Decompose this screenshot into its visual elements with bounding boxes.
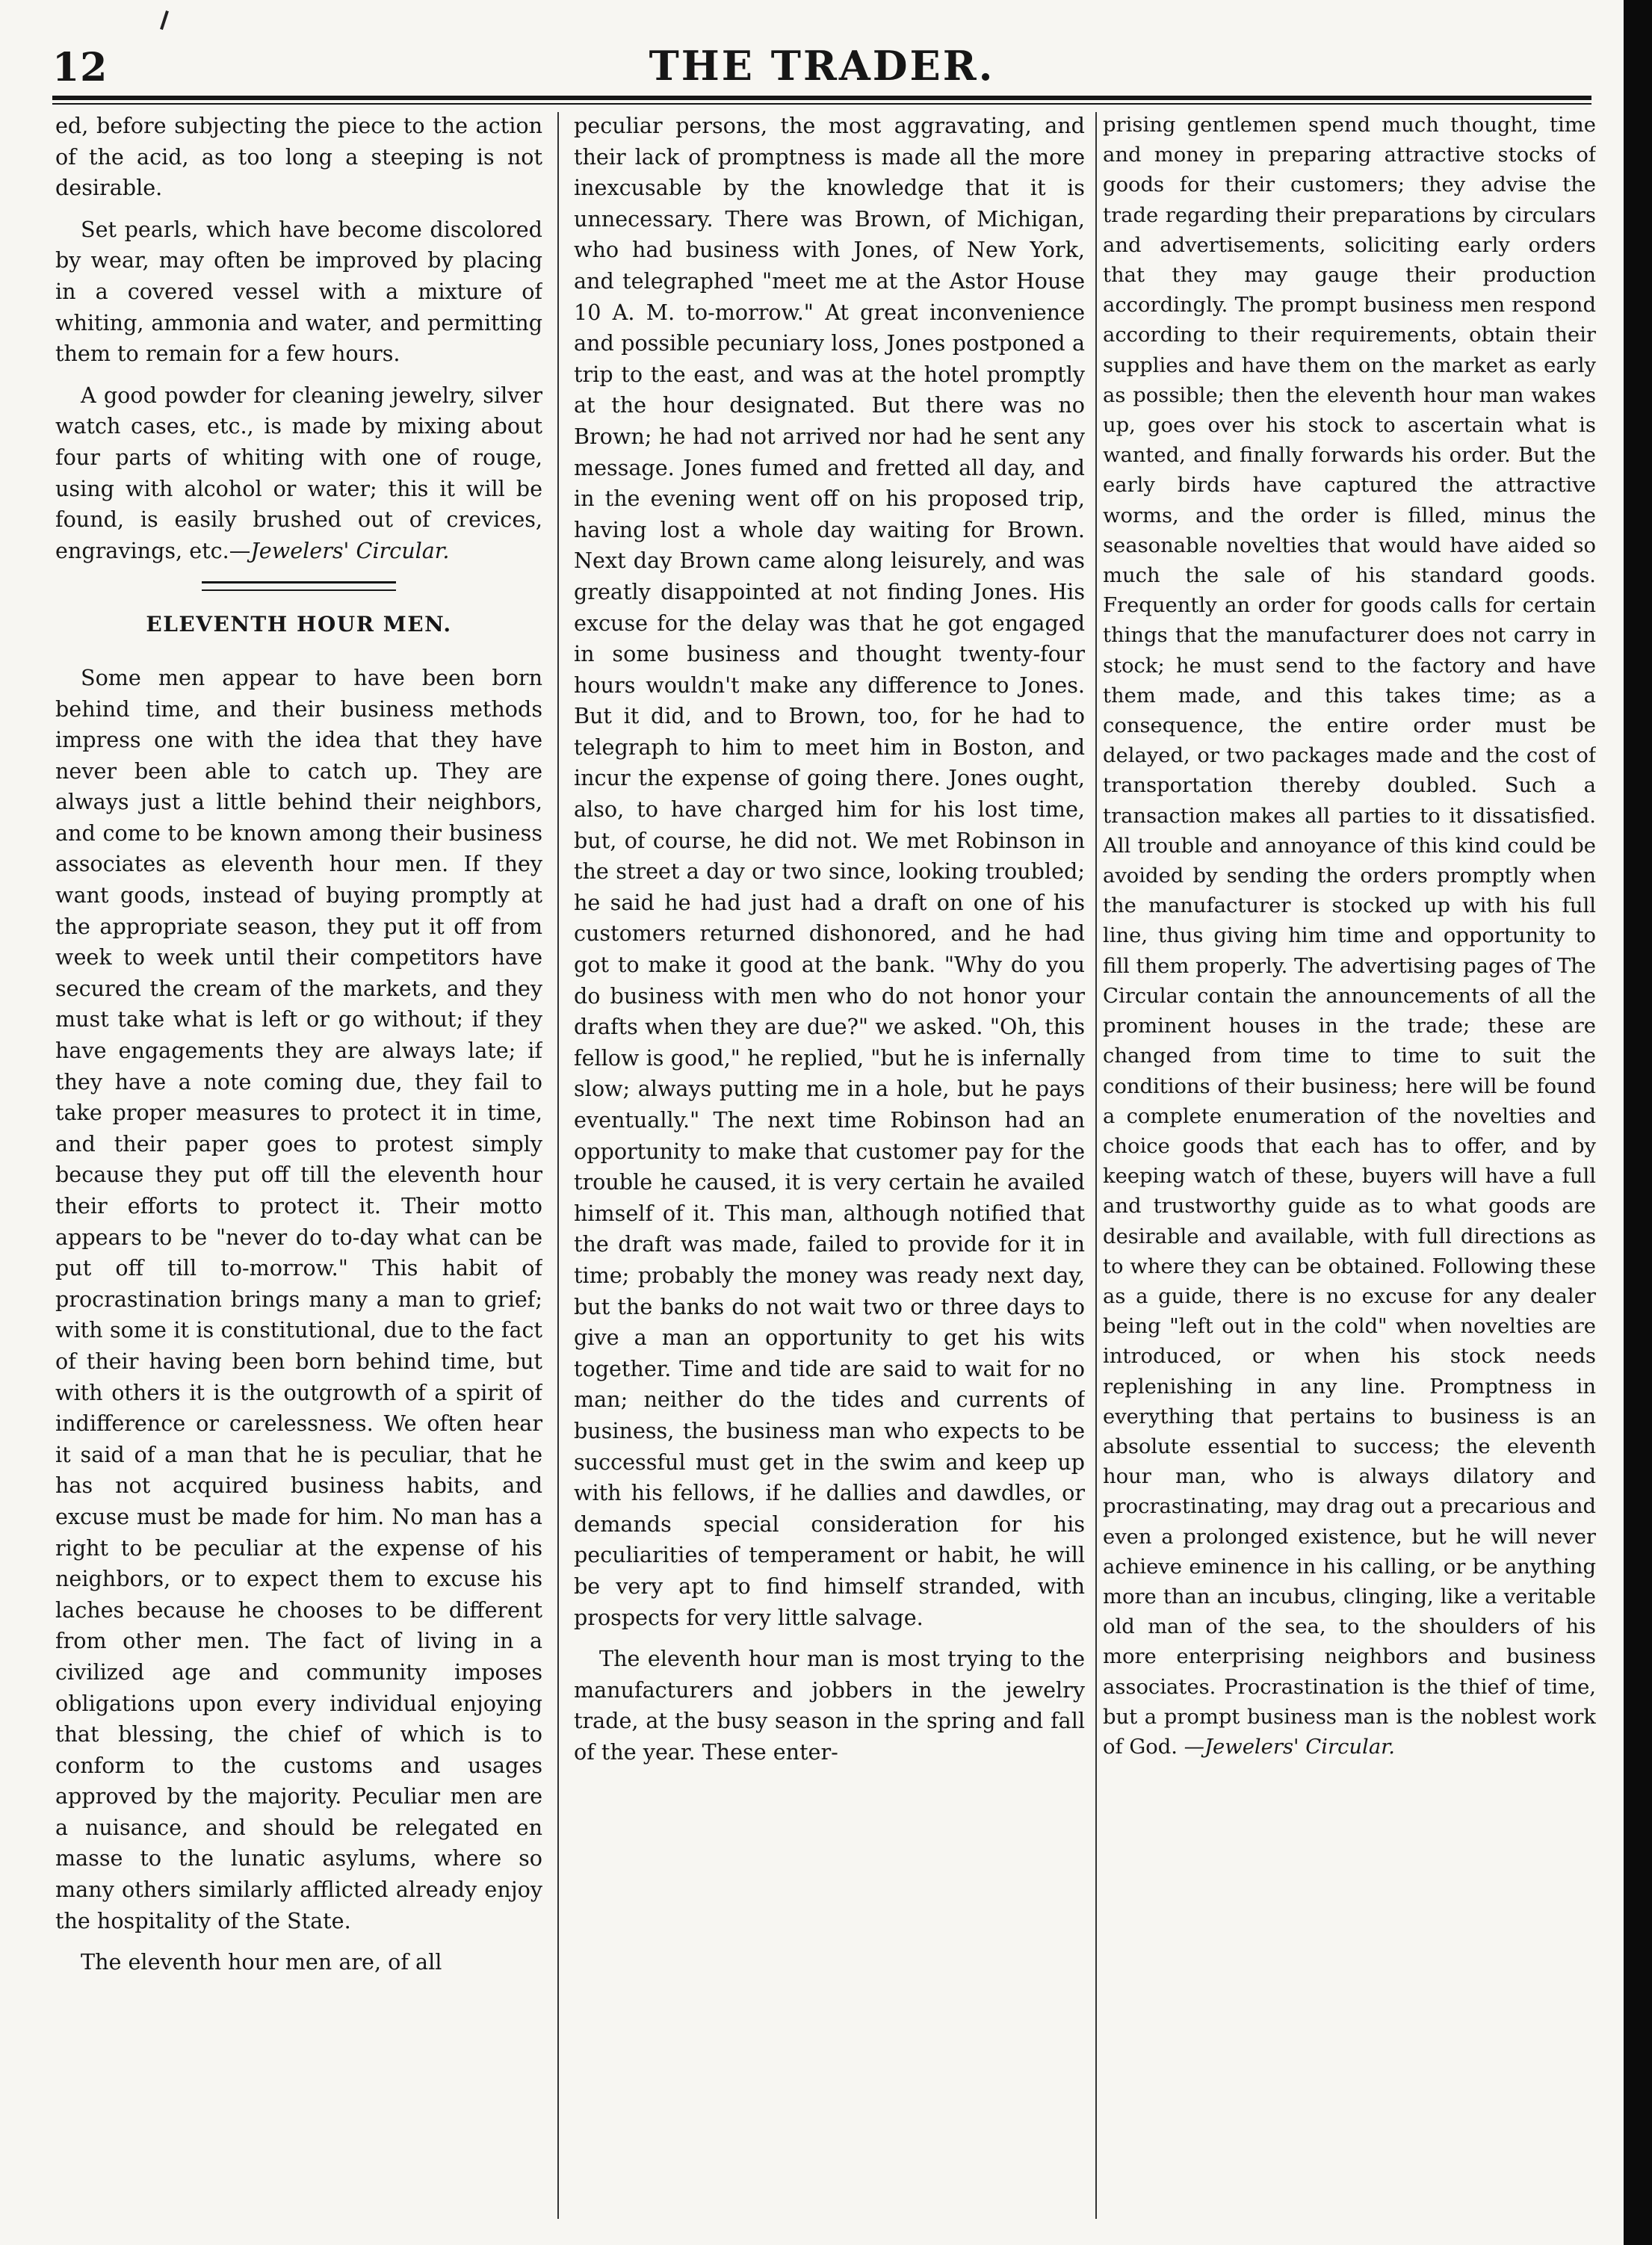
page-edge-shadow: [1624, 0, 1652, 2245]
header-rule-thin: [52, 103, 1591, 105]
paragraph-text: A good powder for cleaning jewelry, silver watch cases, etc., is made by mixing about four parts of whiting with one of rouge, using with alcohol or water; this it will be found, is easily brushed out of crevices, engravings, etc.—: [55, 382, 542, 563]
column-3: [1103, 111, 1596, 2217]
masthead-title: THE TRADER.: [649, 42, 995, 90]
article-title: ELEVENTH HOUR MEN.: [146, 612, 452, 637]
section-divider-thin: [202, 589, 396, 591]
column-1: [55, 111, 542, 2217]
header-rule: [52, 96, 1591, 100]
column-separator: [1095, 112, 1097, 2219]
page-header: [52, 42, 1591, 94]
section-divider: [202, 581, 396, 583]
column-2: [574, 111, 1085, 2217]
paragraph: [1103, 111, 1596, 1762]
paragraph: The eleventh hour man is most trying to the manufacturers and jobbers in the jewelry trade, at the busy season in the spring and fall of the year. These enter-: [574, 1646, 1085, 1765]
paragraph-text: prising gentlemen spend much thought, time and money in preparing attractive stocks of goods for their customers; they advise the trade regarding their preparations by circulars and advertisements, soliciting early orders that they may gauge their production accordingly. The prompt business men respond according to their requirements, obtain their supplies and have them on the market as early as possible; then the eleventh hour man wakes up, goes over his stock to ascertain what is wanted, and finally forwards his order. But the early birds have captured the attractive worms, and the order is filled, minus the seasonable novelties that would have aided so much the sale of his standard goods. Frequently an order for goods calls for certain things that the manufacturer does not carry in stock; he must send to the factory and have them made, and this takes time; as a consequence, the entire order must be delayed, or two packages made and the cost of transportation thereby doubled. Such a transaction makes all parties to it dissatisfied. All trouble and annoyance of this kind could be avoided by sending the orders promptly when the manufacturer is stocked up with his full line, thus giving him time and opportunity to fill them properly. The advertising pages of The Circular contain the announcements of all the prominent houses in the trade; these are changed from time to time to suit the conditions of their business; here will be found a complete enumeration of the novelties and choice goods that each has to offer, and by keeping watch of these, buyers will have a full and trustworthy guide as to what goods are desirable and available, with full directions as to where they can be obtained. Following these as a guide, there is no excuse for any dealer being "left out in the cold" when novelties are introduced, or when his stock needs replenishing in any line. Promptness in everything that pertains to business is an absolute essential to success; the eleventh hour man, who is always dilatory and procrastinating, may drag out a precarious and even a prolonged existence, but he will never achieve eminence in his calling, or be anything more than an incubus, clinging, like a veritable old man of the sea, to the shoulders of his more enterprising neighbors and business associates. Procrastination is the thief of time, but a prompt business man is the noblest work of God.: [1103, 114, 1596, 1759]
ink-mark: [160, 10, 169, 30]
paragraph: [55, 380, 542, 567]
column-separator: [557, 112, 559, 2219]
source-credit: —Jewelers' Circular.: [1184, 1735, 1395, 1759]
paragraph: The eleventh hour men are, of all: [81, 1949, 442, 1975]
paragraph: Some men appear to have been born behind time, and their business methods impress one with the idea that they have never been able to catch up. They are always just a little behind their neighbors, and come to be known among their business associates as eleventh hour men. If they want goods, instead of buying promptly at the appropriate season, they put it off from week to week until their competitors have secured the cream of the markets, and they must take what is left or go without; if they have engagements they are always late; if they have a note coming due, they fail to take proper measures to protect it in time, and their paper goes to protest simply because they put off till the eleventh hour their efforts to protect it. Their motto appears to be "never do to-day what can be put off till to-morrow." This habit of procrastination brings many a man to grief; with some it is constitutional, due to the fact of their having been born behind time, but with others it is the outgrowth of a spirit of indifference or carelessness. We often hear it said of a man that he is peculiar, that he has not acquired business habits, and excuse must be made for him. No man has a right to be peculiar at the expense of his neighbors, or to expect them to excuse his laches because he chooses to be different from other men. The fact of living in a civilized age and community imposes obligations upon every individual enjoying that blessing, the chief of which is to conform to the customs and usages approved by the majority. Peculiar men are a nuisance, and should be relegated en masse to the lunatic asylums, where so many others similarly afflicted already enjoy the hospitality of the State.: [55, 664, 542, 1933]
source-credit: Jewelers' Circular.: [250, 537, 450, 563]
paragraph: Set pearls, which have become discolored by wear, may often be improved by placing in a covered vessel with a mixture of whiting, ammonia and water, and permitting them to remain for a few hours.: [55, 216, 542, 367]
page-number: 12: [52, 45, 108, 90]
paragraph: peculiar persons, the most aggravating, and their lack of promptness is made all the more inexcusable by the knowledge that it is unnecessary. There was Brown, of Michigan, who had business with Jones, of New York, and telegraphed "meet me at the Astor House 10 A. M. to-morrow." At great inconvenience and possible pecuniary loss, Jones postponed a trip to the east, and was at the hotel promptly at the hour designated. But there was no Brown; he had not arrived nor had he sent any message. Jones fumed and fretted all day, and in the evening went off on his proposed trip, having lost a whole day waiting for Brown. Next day Brown came along leisurely, and was greatly disappointed at not finding Jones. His excuse for the delay was that he got engaged in some business and thought twenty-four hours wouldn't make any difference to Jones. But it did, and to Brown, too, for he had to telegraph to him to meet him in Boston, and incur the expense of going there. Jones ought, also, to have charged him for his lost time, but, of course, he did not. We met Robinson in the street a day or two since, looking troubled; he said he had just had a draft on one of his customers returned dishonored, and he had got to make it good at the bank. "Why do you do business with men who do not honor your drafts when they are due?" we asked. "Oh, this fellow is good," he replied, "but he is infernally slow; always putting me in a hole, but he pays eventually." The next time Robinson had an opportunity to make that customer pay for the trouble he caused, it is very certain he availed himself of it. This man, although notified that the draft was made, failed to provide for it in time; probably the money was ready next day, but the banks do not wait two or three days to give a man an opportunity to get his wits together. Time and tide are said to wait for no man; neither do the tides and currents of business, the business man who expects to be successful must get in the swim and keep up with his fellows, if he dallies and dawdles, or demands special consideration for his peculiarities of temperament or habit, he will be very apt to find himself stranded, with prospects for very little salvage.: [574, 113, 1085, 1630]
paragraph: ed, before subjecting the piece to the action of the acid, as too long a steeping is not desirable.: [55, 113, 542, 201]
